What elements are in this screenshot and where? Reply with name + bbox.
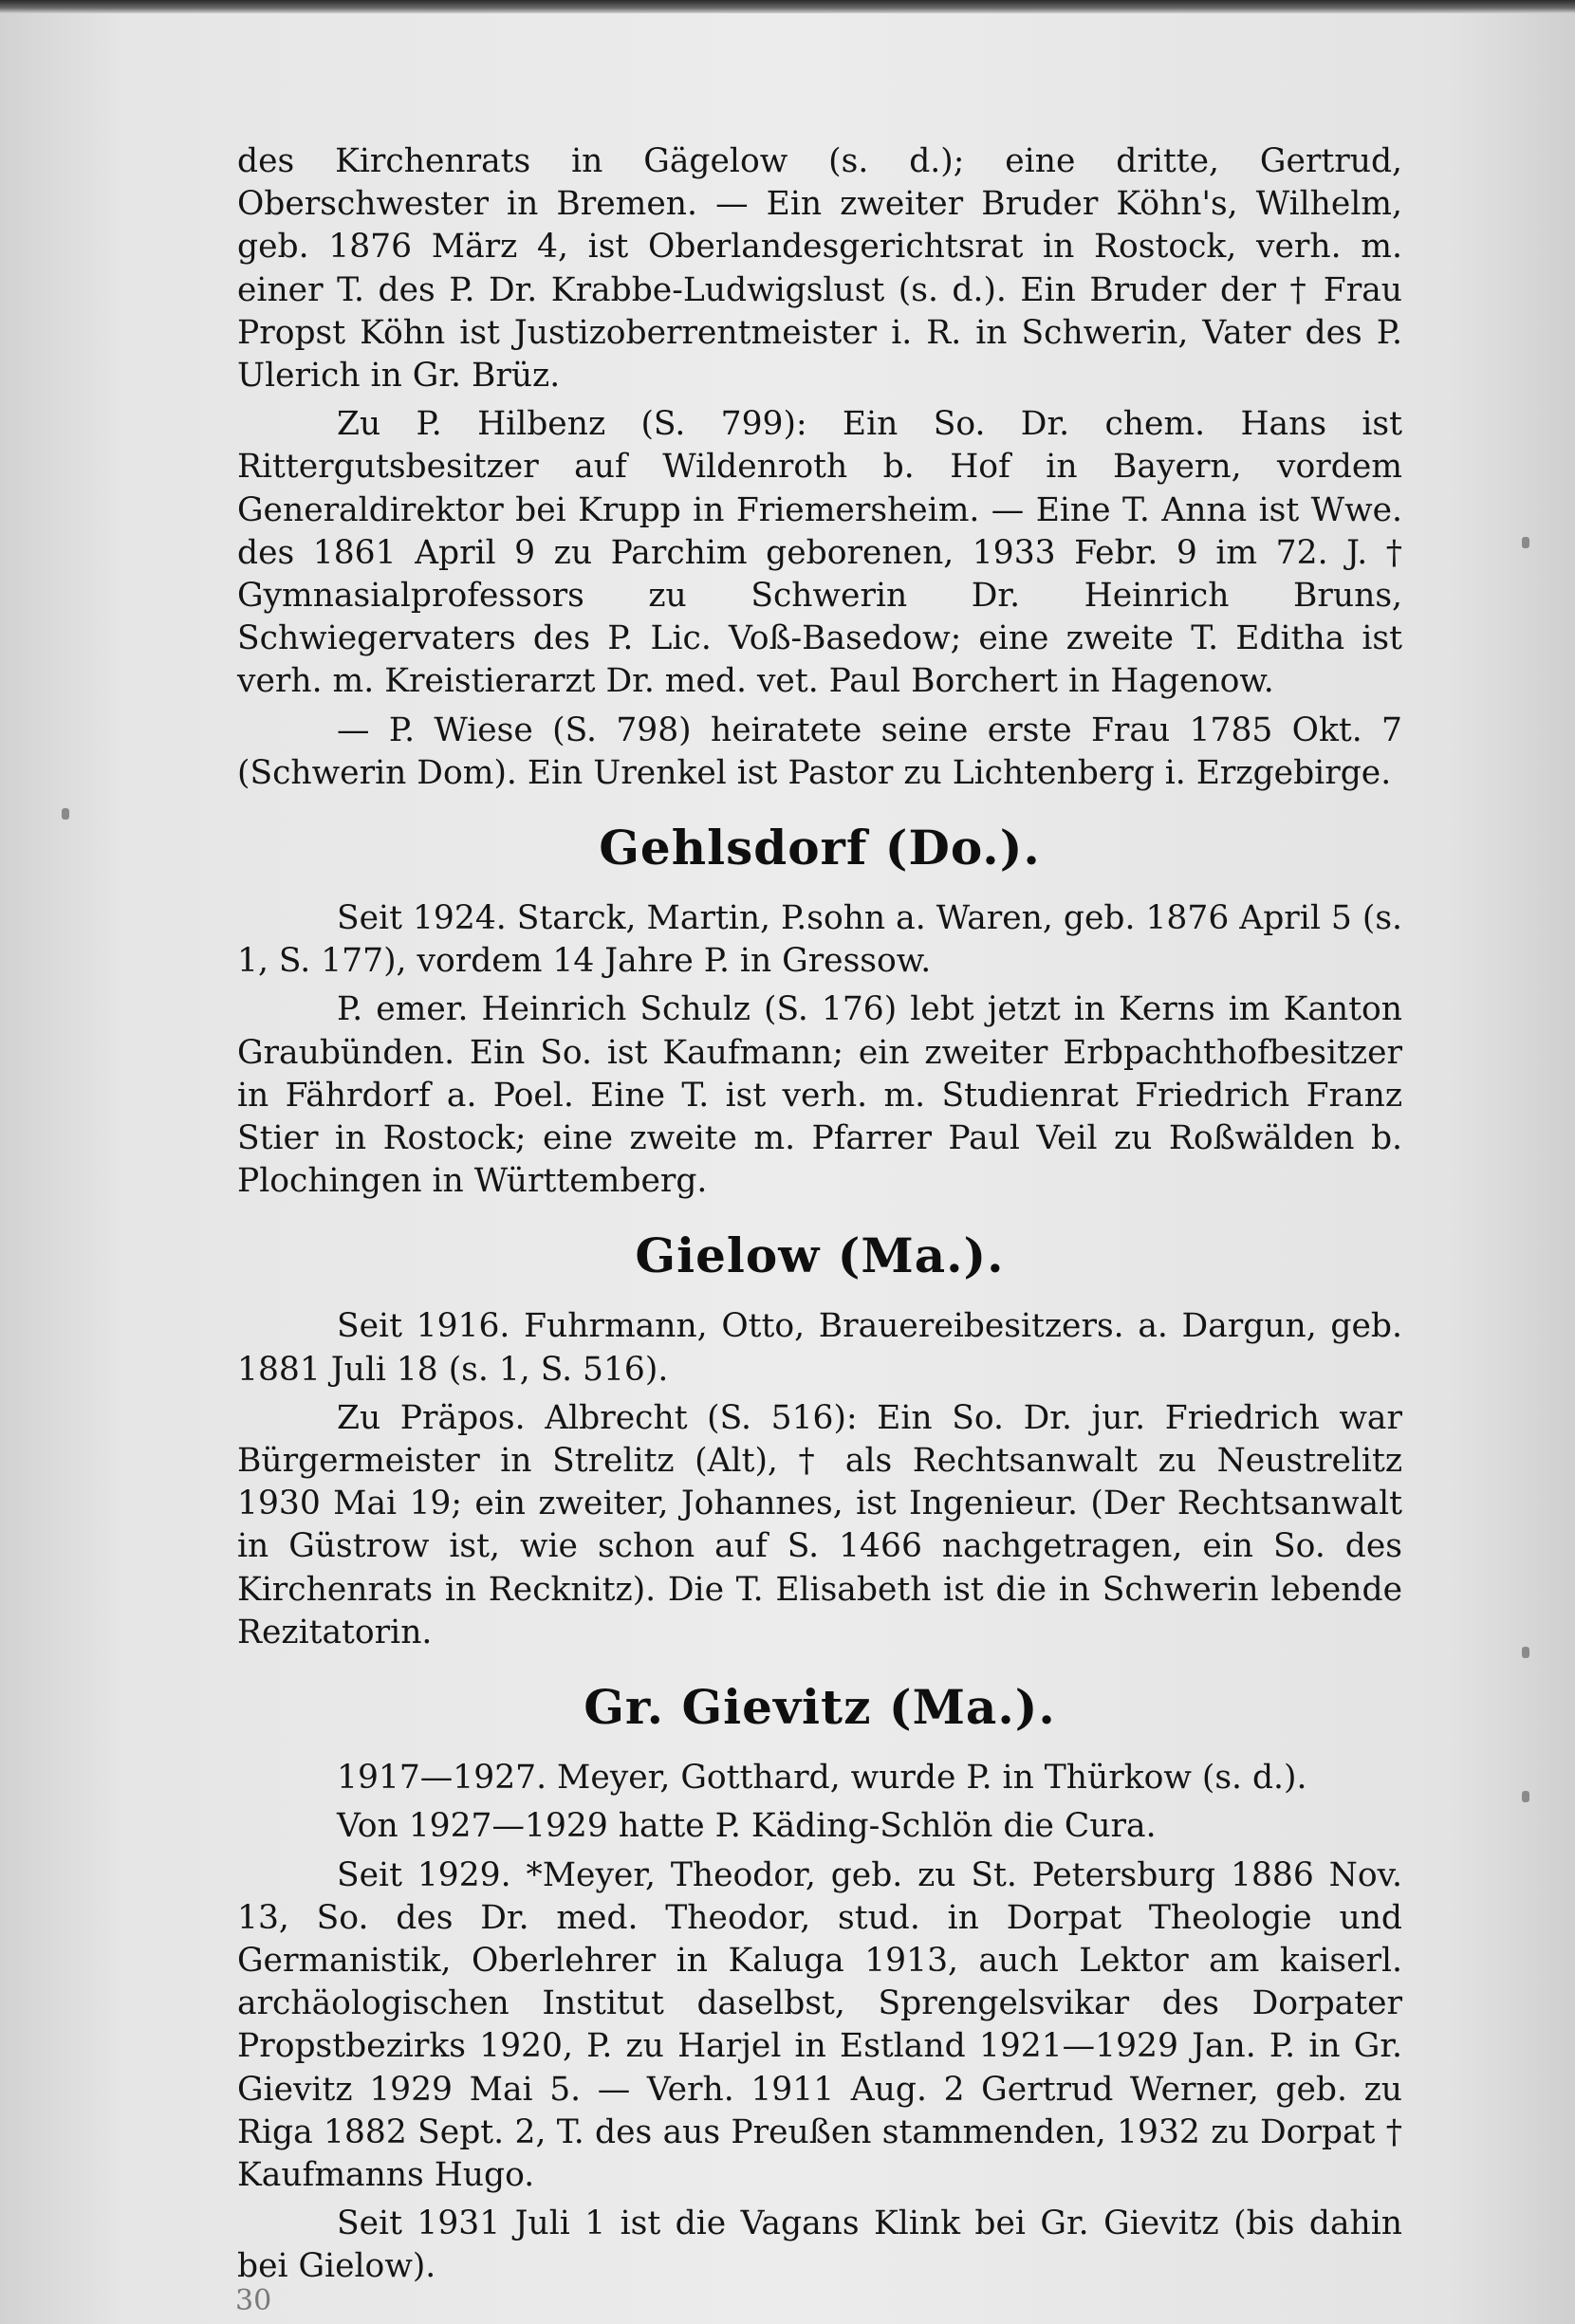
paragraph-hilbenz: Zu P. Hilbenz (S. 799): Ein So. Dr. chem. Hans ist Rittergutsbesitzer auf Wildenroth b. Hof in Bayern, vordem Generaldirektor bei Krupp in Friemersheim. — Eine T. Anna ist Wwe. des 1861 April 9 zu Parchim geborenen, 1933 Febr. 9 im 72. J. † Gymnasialprofessors zu Schwerin Dr. Heinrich Bruns, Schwiegervaters des P. Lic. Voß-Basedow; eine zweite T. Editha ist verh. m. Kreistierarzt Dr. med. vet. Paul Borchert in Hagenow.	[237, 405, 1402, 701]
paragraph-fuhrmann: Seit 1916. Fuhrmann, Otto, Brauereibesitzers. a. Dargun, geb. 1881 Juli 18 (s. 1, S. 516).	[237, 1307, 1402, 1389]
scan-speck	[1522, 537, 1529, 548]
scan-speck	[62, 808, 69, 820]
paragraph-meyer-gotthard: 1917—1927. Meyer, Gotthard, wurde P. in Thürkow (s. d.).	[337, 1759, 1307, 1798]
paragraph-wiese: — P. Wiese (S. 798) heiratete seine erste Frau 1785 Okt. 7 (Schwerin Dom). Ein Urenkel ist Pastor zu Lichtenberg i. Erzgebirge.	[237, 710, 1402, 792]
heading-gr-gievitz: Gr. Gievitz (Ma.).	[584, 1679, 1056, 1736]
heading-gehlsdorf: Gehlsdorf (Do.).	[599, 820, 1041, 876]
scan-speck	[1522, 1647, 1529, 1658]
text-column	[237, 140, 1402, 2295]
paragraph-vagans-klink: Seit 1931 Juli 1 ist die Vagans Klink bei Gr. Gievitz (bis dahin bei Gielow).	[237, 2204, 1402, 2286]
paragraph-schulz: P. emer. Heinrich Schulz (S. 176) lebt jetzt in Kerns im Kanton Graubünden. Ein So. ist Kaufmann; ein zweiter Erbpachthofbesitzer in Fährdorf a. Poel. Eine T. ist verh. m. Studienrat Friedrich Franz Stier in Rostock; eine zweite m. Pfarrer Paul Veil zu Roßwälden b. Plochingen in Württemberg.	[237, 990, 1402, 1201]
page-top-edge	[0, 0, 1575, 13]
page-number: 30	[235, 2284, 272, 2317]
paragraph-koehn-family: des Kirchenrats in Gägelow (s. d.); eine dritte, Gertrud, Oberschwester in Bremen. — Ein zweiter Bruder Köhn's, Wilhelm, geb. 1876 März 4, ist Oberlandesgerichtsrat in Rostock, verh. m. einer T. des P. Dr. Krabbe-Ludwigslust (s. d.). Ein Bruder der † Frau Propst Köhn ist Justizoberrentmeister i. R. in Schwerin, Vater des P. Ulerich in Gr. Brüz.	[237, 142, 1402, 396]
paragraph-kaeding-cura: Von 1927—1929 hatte P. Käding-Schlön die Cura.	[337, 1807, 1157, 1846]
paragraph-meyer-theodor: Seit 1929. *Meyer, Theodor, geb. zu St. Petersburg 1886 Nov. 13, So. des Dr. med. Theodor, stud. in Dorpat Theologie und Germanistik, Oberlehrer in Kaluga 1913, auch Lektor am kaiserl. archäologischen Institut daselbst, Sprengelsvikar des Dorpater Propstbezirks 1920, P. zu Harjel in Estland 1921—1929 Jan. P. in Gr. Gievitz 1929 Mai 5. — Verh. 1911 Aug. 2 Gertrud Werner, geb. zu Riga 1882 Sept. 2, T. des aus Preußen stammenden, 1932 zu Dorpat † Kaufmanns Hugo.	[237, 1855, 1402, 2194]
heading-gielow: Gielow (Ma.).	[635, 1227, 1005, 1284]
paragraph-albrecht: Zu Präpos. Albrecht (S. 516): Ein So. Dr. jur. Friedrich war Bürgermeister in Strelitz (Alt), † als Rechtsanwalt zu Neustrelitz 1930 Mai 19; ein zweiter, Johannes, ist Ingenieur. (Der Rechtsanwalt in Güstrow ist, wie schon auf S. 1466 nachgetragen, ein So. des Kirchenrats in Recknitz). Die T. Elisabeth ist die in Schwerin lebende Rezitatorin.	[237, 1398, 1402, 1651]
scan-speck	[1522, 1791, 1529, 1802]
paragraph-starck: Seit 1924. Starck, Martin, P.sohn a. Waren, geb. 1876 April 5 (s. 1, S. 177), vordem 14 Jahre P. in Gressow.	[237, 899, 1402, 981]
